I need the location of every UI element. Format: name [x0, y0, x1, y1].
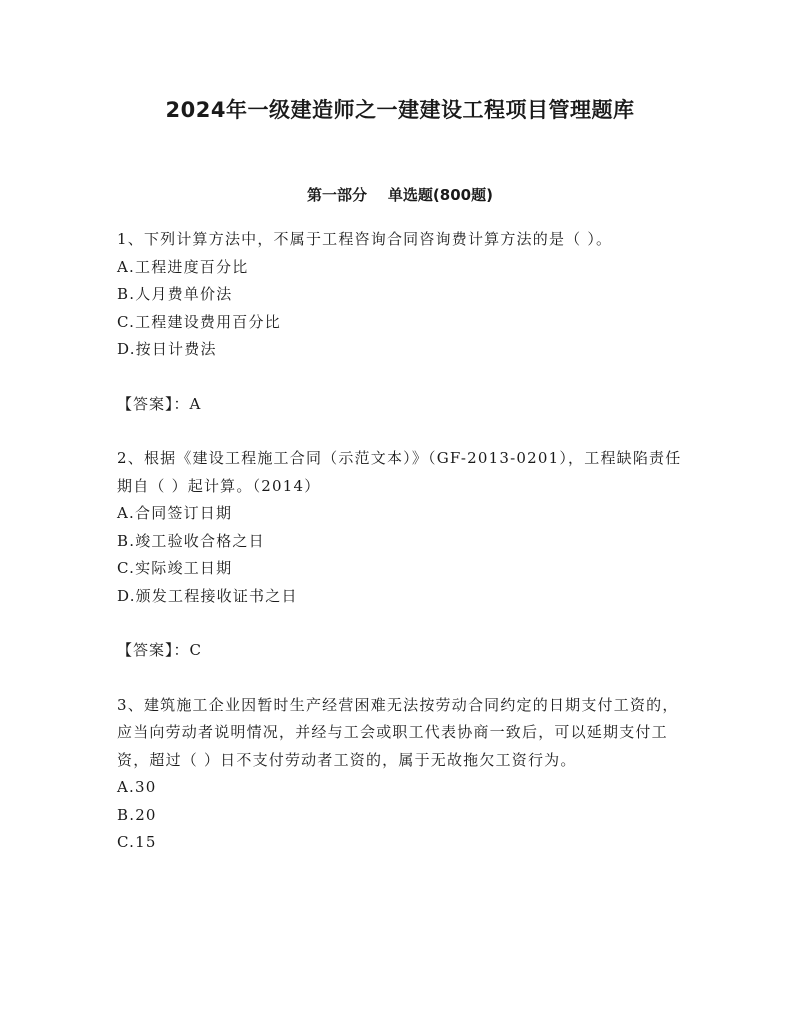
answer-label: 【答案】：: [117, 641, 190, 659]
option-a: A.30: [117, 778, 157, 796]
option-a: A.工程进度百分比: [117, 257, 249, 276]
option-c: C.实际竣工日期: [117, 559, 233, 577]
question-text: 3、建筑施工企业因暂时生产经营困难无法按劳动合同约定的日期支付工资的，应当向劳动者说明情况，并经与工会或职工代表协商一致后，可以延期支付工资，超过（ ）日不支付劳动者工资的，属于无故拖欠工资行为。: [117, 695, 679, 769]
question-text: 2、根据《建设工程施工合同（示范文本）》（GF-2013-0201），工程缺陷责任期自（ ）起计算。（2014）: [117, 449, 682, 495]
question-2: [117, 445, 687, 665]
option-c: C.工程建设费用百分比: [117, 312, 281, 331]
option-d: D.颁发工程接收证书之日: [117, 586, 298, 605]
option-b: B.人月费单价法: [117, 285, 233, 303]
answer-line: [117, 391, 687, 419]
question-1: [117, 226, 687, 418]
document-title: 2024年一级建造师之一建建设工程项目管理题库: [165, 98, 635, 122]
question-text: 1、下列计算方法中，不属于工程咨询合同咨询费计算方法的是（ ）。: [117, 230, 613, 248]
option-b: B.20: [117, 805, 157, 824]
question-list: [117, 226, 687, 857]
option-c: C.15: [117, 833, 157, 851]
answer-label: 【答案】：: [117, 394, 190, 413]
question-3: [117, 692, 687, 857]
answer-value: C: [189, 641, 203, 659]
section-heading: 第一部分 单选题(800题): [307, 186, 493, 204]
answer-value: A: [189, 394, 202, 413]
option-b: B.竣工验收合格之日: [117, 531, 265, 550]
answer-line: [117, 637, 687, 665]
option-d: D.按日计费法: [117, 340, 217, 358]
option-a: A.合同签订日期: [117, 504, 233, 522]
